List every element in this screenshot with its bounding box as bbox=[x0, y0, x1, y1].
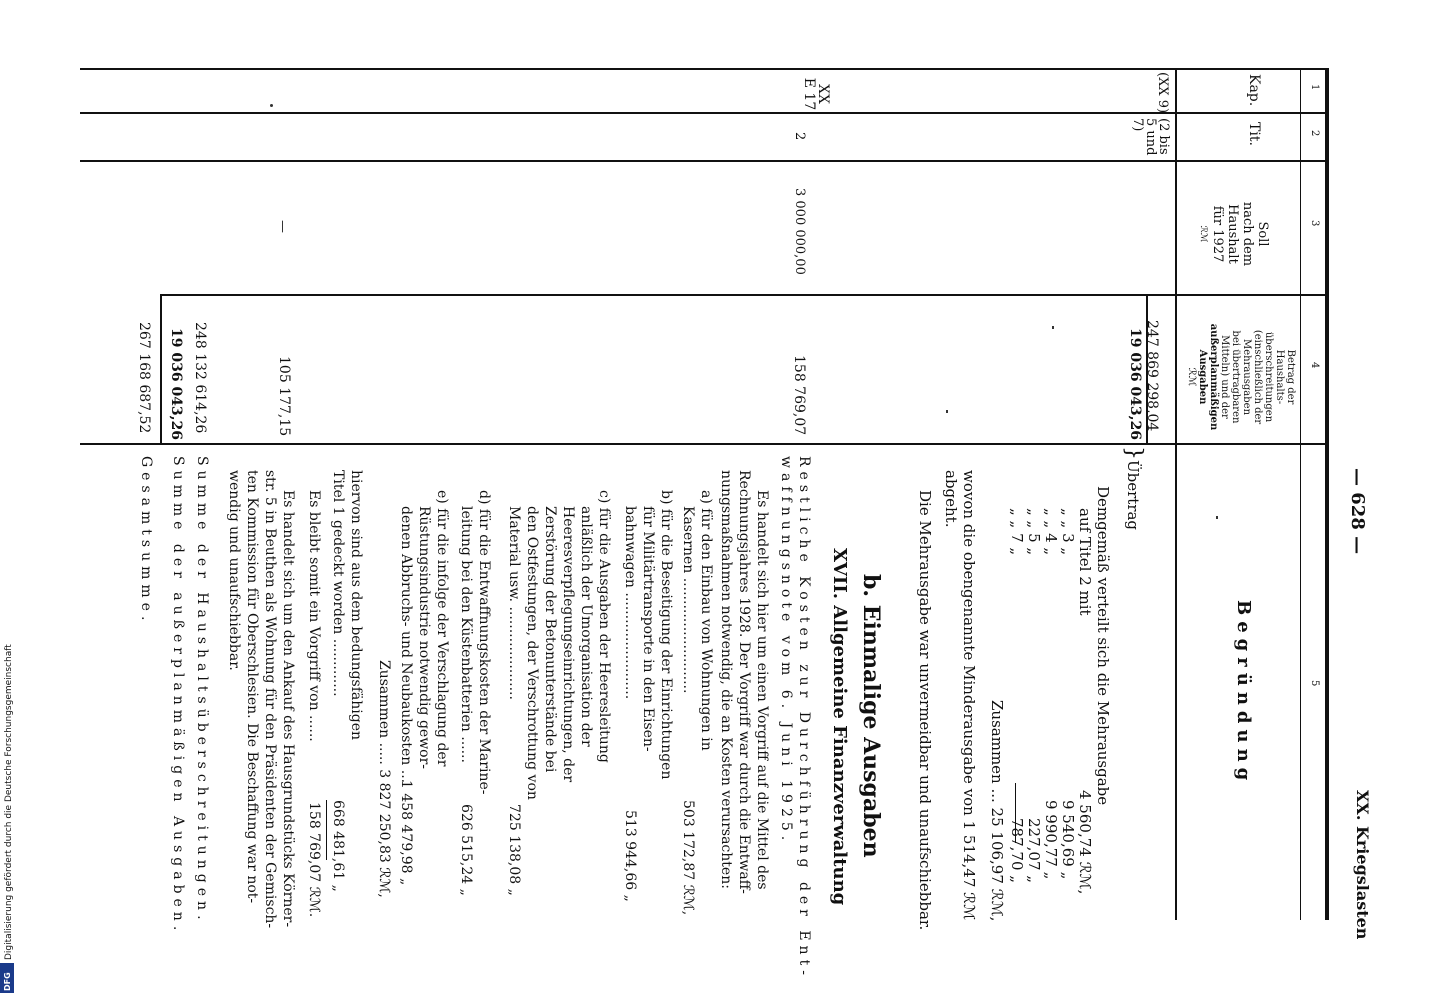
text-item-a-1: a) für den Einbau von Wohnungen in bbox=[698, 490, 714, 751]
text-demgemaess: Demgemäß verteilt sich die Mehrausgabe bbox=[1094, 486, 1112, 806]
text-item-a-2: Kasernen .......................... bbox=[680, 506, 696, 694]
col-number-4: 4 bbox=[1309, 362, 1320, 369]
text-uebertrag: Übertrag bbox=[1124, 460, 1142, 531]
col-number-2: 2 bbox=[1309, 130, 1320, 137]
rule-sum-under bbox=[160, 294, 162, 444]
amount-vorgriff: 158 769,07 bbox=[791, 355, 807, 436]
row-kap-1: (XX 9) bbox=[1155, 72, 1170, 114]
value-hiervon: 668 481,61 „ bbox=[330, 800, 346, 892]
amount-gesamtsumme: 267 168 687,52 bbox=[136, 322, 152, 434]
row-soll-dash: — bbox=[275, 220, 290, 233]
header-soll: Soll nach dem Haushalt für 1927 ℛℳ bbox=[1198, 201, 1270, 267]
text-titel4: „ „ 4 „ bbox=[1042, 508, 1060, 556]
speck-3 bbox=[946, 410, 948, 413]
text-haus-2: str. 5 in Beuthen als Wohnung für den Präsidenten der Gemisch- bbox=[262, 470, 278, 929]
text-restliche-1: Restliche Kosten zur Durchführung der Ent- bbox=[796, 456, 812, 980]
value-item-e: 1 458 479,98 „ bbox=[398, 780, 414, 886]
text-abgeht: abgeht. bbox=[942, 470, 960, 528]
text-item-b-1: b) für die Beseitigung der Einrichtungen bbox=[658, 490, 674, 780]
text-zusammen-1: Zusammen ... 25 106,97 ℛℳ, bbox=[988, 700, 1006, 922]
text-item-e-2: Rüstungsindustrie notwendig gewor- bbox=[416, 506, 432, 770]
col-number-3: 3 bbox=[1309, 220, 1320, 227]
text-item-c-5: den Ostfestungen, der Verschrottung von bbox=[524, 506, 540, 800]
text-item-b-2: für Militärtransporte in den Eisen- bbox=[640, 506, 656, 752]
header-kap: Kap. bbox=[1246, 74, 1262, 107]
text-hiervon-2: Titel 1 gedeckt worden ............. bbox=[330, 470, 346, 697]
value-titel2: 4 560,74 ℛℳ, bbox=[1076, 790, 1094, 895]
text-summe-haushalt: Summe der Haushaltsüberschreitungen. bbox=[194, 456, 210, 925]
value-bleibt: 158 769,07 ℛℳ. bbox=[306, 802, 322, 918]
digitization-notice: Digitalisierung gefördert durch die Deutsche Forschungsgemeinschaft bbox=[4, 644, 14, 960]
text-hiervon-1: hiervon sind aus dem bedungsfähigen bbox=[348, 470, 364, 741]
value-titel7: 787,70 „ bbox=[1008, 818, 1026, 884]
amount-summe-haushalt: 248 132 614,26 bbox=[192, 322, 208, 434]
rule-col3-4 bbox=[160, 294, 1328, 296]
text-item-c-6: Material usw. ..................... bbox=[506, 506, 522, 700]
rule-top-border bbox=[80, 112, 1328, 114]
value-item-c: 725 138,08 „ bbox=[506, 804, 522, 896]
text-titel7: „ „ 7 „ bbox=[1008, 508, 1026, 556]
rule-header-numbers bbox=[1300, 68, 1301, 920]
row-tit-1: (2 bis 5 und 7) bbox=[1130, 118, 1171, 156]
amount-summe-ausserplan: 19 036 043,26 bbox=[168, 328, 184, 441]
amount-uebertrag-1: 247 869 298,04 bbox=[1144, 320, 1160, 432]
value-titel4: 9 990,77 „ bbox=[1042, 800, 1060, 880]
text-para-3: nungsmaßnahmen notwendig, die an Kosten verursachten: bbox=[718, 470, 734, 889]
text-item-d-1: d) für die Entwaffnungskosten der Marine- bbox=[476, 490, 492, 795]
text-item-b-3: bahnwagen ........................ bbox=[622, 506, 638, 700]
rule-col1-left bbox=[80, 68, 1328, 70]
text-para-2: Rechnungsjahres 1928. Der Vorgriff war durch die Entwaff- bbox=[736, 470, 752, 894]
text-wovon: wovon die obengenannte Minderausgabe von 1 514,47 ℛℳ bbox=[960, 470, 978, 921]
text-para-1: Es handelt sich hier um einen Vorgriff auf die Mittel des bbox=[754, 490, 770, 890]
speck-1 bbox=[270, 104, 273, 107]
text-titel3: „ „ 3 „ bbox=[1059, 508, 1077, 556]
row-soll-2: 3 000 000,00 bbox=[792, 188, 807, 275]
amount-uebertrag-2: 19 036 043,26 bbox=[1127, 328, 1143, 441]
col-number-1: 1 bbox=[1309, 84, 1320, 91]
text-bleibt: Es bleibt somit ein Vorgriff von ...... bbox=[306, 490, 322, 742]
rule-col4-5 bbox=[80, 443, 1328, 445]
text-restliche-2: waffnungsnote vom 6. Juni 1925. bbox=[778, 456, 794, 846]
speck-4 bbox=[1216, 516, 1218, 519]
col-number-5: 5 bbox=[1309, 680, 1320, 687]
speck-2 bbox=[1052, 326, 1054, 329]
running-head: XX. Kriegslasten bbox=[1353, 790, 1372, 940]
rule-right-outer bbox=[1325, 68, 1329, 920]
header-betrag: Betrag der Haushalts- überschreitungen (einschließlich der Mehrausgaben bei übertragbaren Mitteln) und der außerplanmäßigen Ausgaben ℛℳ bbox=[1186, 323, 1296, 431]
text-titel5: „ „ 5 „ bbox=[1025, 508, 1043, 556]
value-titel5: 227,07 „ bbox=[1025, 818, 1043, 884]
text-item-c-4: Zerstörung der Betonunterstände bei bbox=[542, 506, 558, 773]
text-item-c-2: anläßlich der Umorganisation der bbox=[578, 506, 594, 747]
text-item-c-1: c) für die Ausgaben der Heeresleitung bbox=[596, 490, 612, 763]
section-einmalige: b. Einmalige Ausgaben bbox=[858, 574, 884, 858]
text-item-d-2: leitung bei den Küstenbatterien ...... bbox=[458, 506, 474, 763]
text-unvermeidbar: Die Mehrausgabe war unvermeidbar und unaufschiebbar. bbox=[916, 490, 934, 931]
page-number: — 628 — bbox=[1347, 468, 1368, 555]
text-item-c-3: Heeresverpflegungseinrichtungen, der bbox=[560, 506, 576, 783]
rule-header-bottom bbox=[1175, 68, 1177, 920]
amount-hausgrundstueck: 105 177,15 bbox=[276, 356, 292, 437]
value-item-d: 626 515,24 „ bbox=[458, 804, 474, 896]
section-finanzverwaltung: XVII. Allgemeine Finanzverwaltung bbox=[829, 548, 850, 906]
row-kap-2: XX E 17 bbox=[801, 77, 831, 111]
dfg-logo-icon: DFG bbox=[0, 963, 14, 993]
text-haus-1: Es handelt sich um den Ankauf des Hausgrundstücks Körner- bbox=[280, 490, 296, 928]
text-titel2: auf Titel 2 mit bbox=[1076, 508, 1094, 616]
text-summe-ausserplan: Summe der außerplanmäßigen Ausgaben. bbox=[170, 456, 186, 936]
row-tit-2: 2 bbox=[792, 132, 807, 141]
text-bracket: } bbox=[1121, 446, 1146, 460]
text-item-e-3: denen Abbruchs- und Neubaukosten ... bbox=[398, 506, 414, 784]
text-zusammen-2: Zusammen ..... 3 827 250,83 ℛℳ, bbox=[376, 660, 392, 898]
text-gesamtsumme: Gesamtsumme. bbox=[138, 456, 154, 626]
header-tit: Tit. bbox=[1246, 122, 1262, 146]
header-begruendung: Begründung bbox=[1233, 600, 1254, 787]
text-item-e-1: e) für die infolge der Verschlagung der bbox=[434, 490, 450, 767]
value-titel3: 9 540,69 „ bbox=[1059, 800, 1077, 880]
value-item-a: 503 172,87 ℛℳ, bbox=[680, 800, 696, 916]
text-haus-3: ten Kommission für Oberschlesien. Die Beschaffung war not- bbox=[244, 470, 260, 904]
rule-bleibt bbox=[326, 800, 327, 860]
value-item-b: 513 944,66 „ bbox=[622, 810, 638, 902]
text-haus-4: wendig und unaufschiebbar. bbox=[226, 470, 242, 671]
